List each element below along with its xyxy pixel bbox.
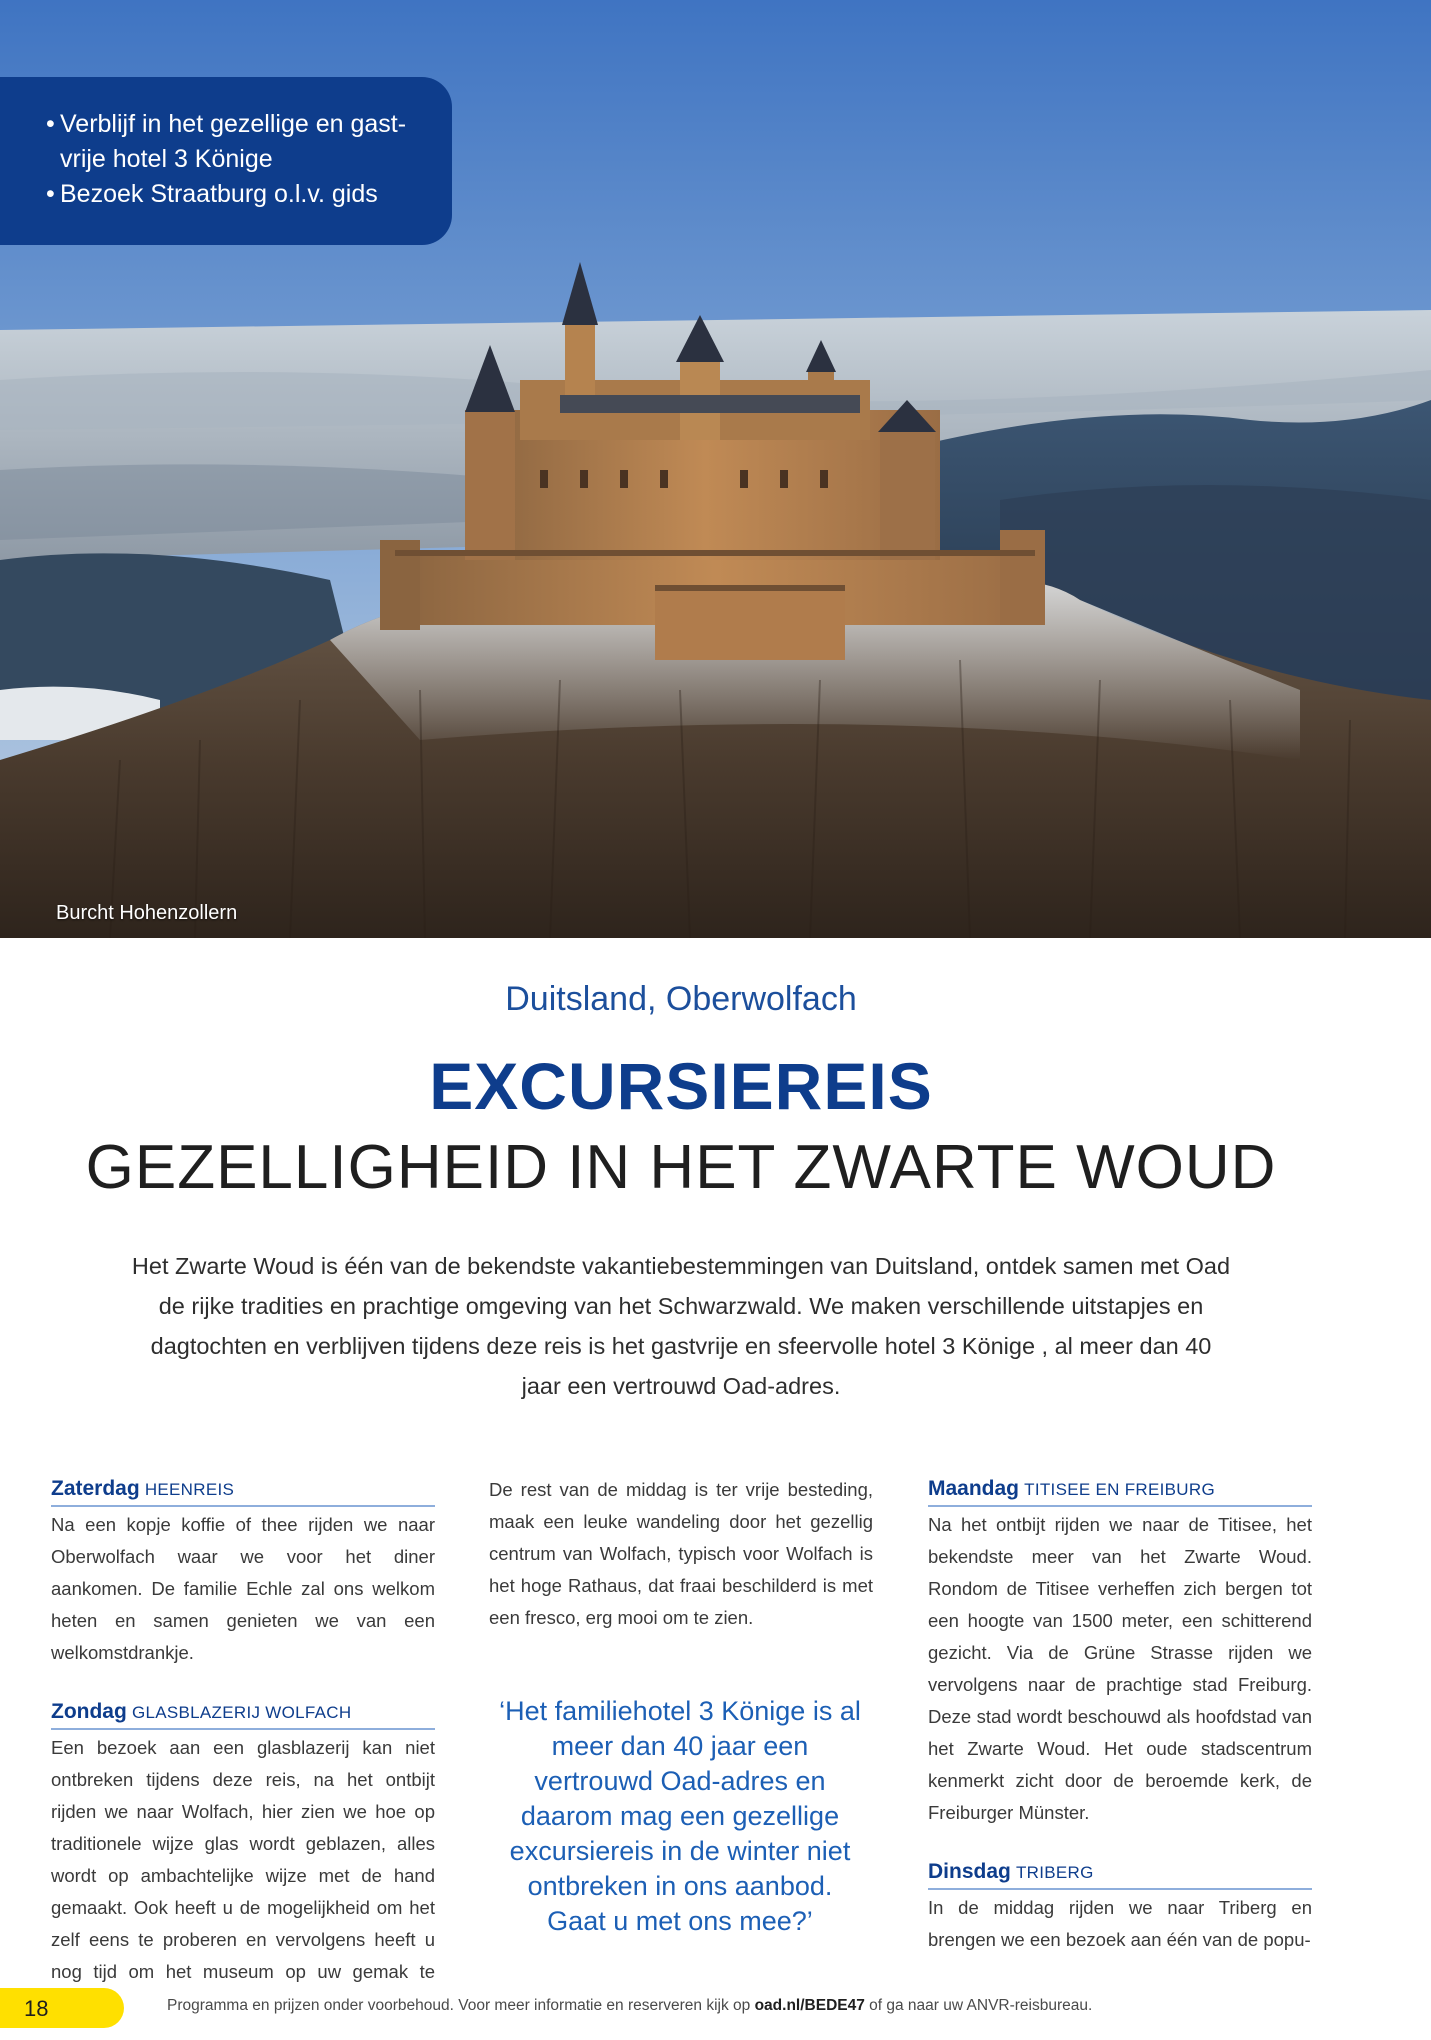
page-title: EXCURSIEREIS	[429, 1049, 933, 1123]
day-heading-zaterdag	[51, 1474, 435, 1507]
day-text-dinsdag: In de middag rijden we naar Triberg en brengen we een bezoek aan één van de popu-	[928, 1897, 1312, 1950]
highlight-item	[46, 177, 432, 212]
day-text-maandag: Na het ontbijt rijden we naar de Titisee, het bekendste meer van het Zwarte Woud. Rondom de Titisee verheffen zich bergen tot een hoogte van 1500 meter, een schitterend gezicht. Via de Grüne Strasse rijden we vervolgens naar de prachtige stad Freiburg. Deze stad wordt beschouwd als hoofdstad van het Zwarte Woud. Het oude stadscentrum kenmerkt zicht door de beroemde kerk, de Freiburger Münster.	[928, 1514, 1312, 1823]
day-label: Zaterdag	[51, 1477, 140, 1500]
highlight-item	[46, 107, 432, 142]
day-text-zondag-continued: De rest van de middag is ter vrije besteding, maak een leuke wandeling door het gezellig centrum van Wolfach, typisch voor Wolfach is het hoge Rathaus, dat fraai beschilderd is met een fresco, erg mooi om te zien.	[489, 1479, 873, 1628]
location-heading: Duitsland, Oberwolfach	[505, 980, 857, 1018]
page-subtitle: GEZELLIGHEID IN HET ZWARTE WOUD	[85, 1133, 1277, 1202]
bullet: •	[46, 180, 55, 208]
day-text-zondag: Een bezoek aan een glasblazerij kan niet ontbreken tijdens deze reis, na het ontbijt rijden we naar Wolfach, hier zien we hoe op traditionele wijze glas wordt geblazen, alles wordt op ambachtelijke wijze met de hand gemaakt. Ook heeft u de mogelijkheid om het zelf eens te proberen en vervolgens heeft u nog tijd om het museum op uw gemak te	[51, 1737, 435, 1982]
day-text-zaterdag: Na een kopje koffie of thee rijden we naar Oberwolfach waar we voor het diner aankomen. De familie Echle zal ons welkom heten en samen genieten we van een welkomstdrankje.	[51, 1514, 435, 1663]
pull-quote: ‘Het familiehotel 3 Könige is al meer dan 40 jaar een vertrouwd Oad-adres en daarom mag een gezellige excursiereis in de winter niet ontbreken in ons aanbod. Gaat u met ons mee?’	[499, 1696, 861, 1936]
bullet	[46, 142, 60, 177]
footer-link[interactable]: oad.nl/BEDE47	[754, 1997, 865, 2014]
highlight-text: Verblijf in het gezellige en gast-	[60, 110, 407, 138]
day-label: Zondag	[51, 1700, 127, 1723]
highlight-item	[46, 142, 432, 177]
day-heading-dinsdag	[928, 1857, 1312, 1890]
highlight-text: vrije hotel 3 Könige	[60, 145, 273, 173]
footer-note-suffix: of ga naar uw ANVR-reisbureau.	[869, 1997, 1093, 2014]
hero-photo	[0, 0, 1431, 938]
column-middle	[489, 1474, 873, 1634]
column-right	[928, 1474, 1312, 1956]
day-heading-maandag	[928, 1474, 1312, 1507]
day-label: Maandag	[928, 1477, 1020, 1500]
day-label: Dinsdag	[928, 1860, 1011, 1883]
page-number: 18	[0, 1988, 124, 2028]
day-theme: HEENREIS	[144, 1480, 235, 1499]
day-theme: TITISEE EN FREIBURG	[1024, 1480, 1215, 1499]
highlights-box	[0, 77, 452, 245]
photo-caption: Burcht Hohenzollern	[56, 902, 238, 924]
column-left	[51, 1474, 435, 2020]
day-theme: GLASBLAZERIJ WOLFACH	[131, 1703, 352, 1722]
day-heading-zondag	[51, 1697, 435, 1730]
day-theme: TRIBERG	[1015, 1863, 1094, 1882]
intro-paragraph: Het Zwarte Woud is één van de bekendste vakantiebestemmingen van Duitsland, ontdek samen met Oad de rijke tradities en prachtige omgeving van het Schwarzwald. We maken verschillende uitstapjes en dagtochten en verblijven tijdens deze reis is het gastvrije en sfeervolle hotel 3 Könige , al meer dan 40 jaar een vertrouwd Oad-adres.	[131, 1253, 1231, 1399]
footer-note	[167, 1997, 1092, 2015]
footer-note-prefix: Programma en prijzen onder voorbehoud. Voor meer informatie en reserveren kijk op	[167, 1997, 751, 2014]
bullet: •	[46, 110, 55, 138]
highlight-text: Bezoek Straatburg o.l.v. gids	[60, 180, 378, 208]
